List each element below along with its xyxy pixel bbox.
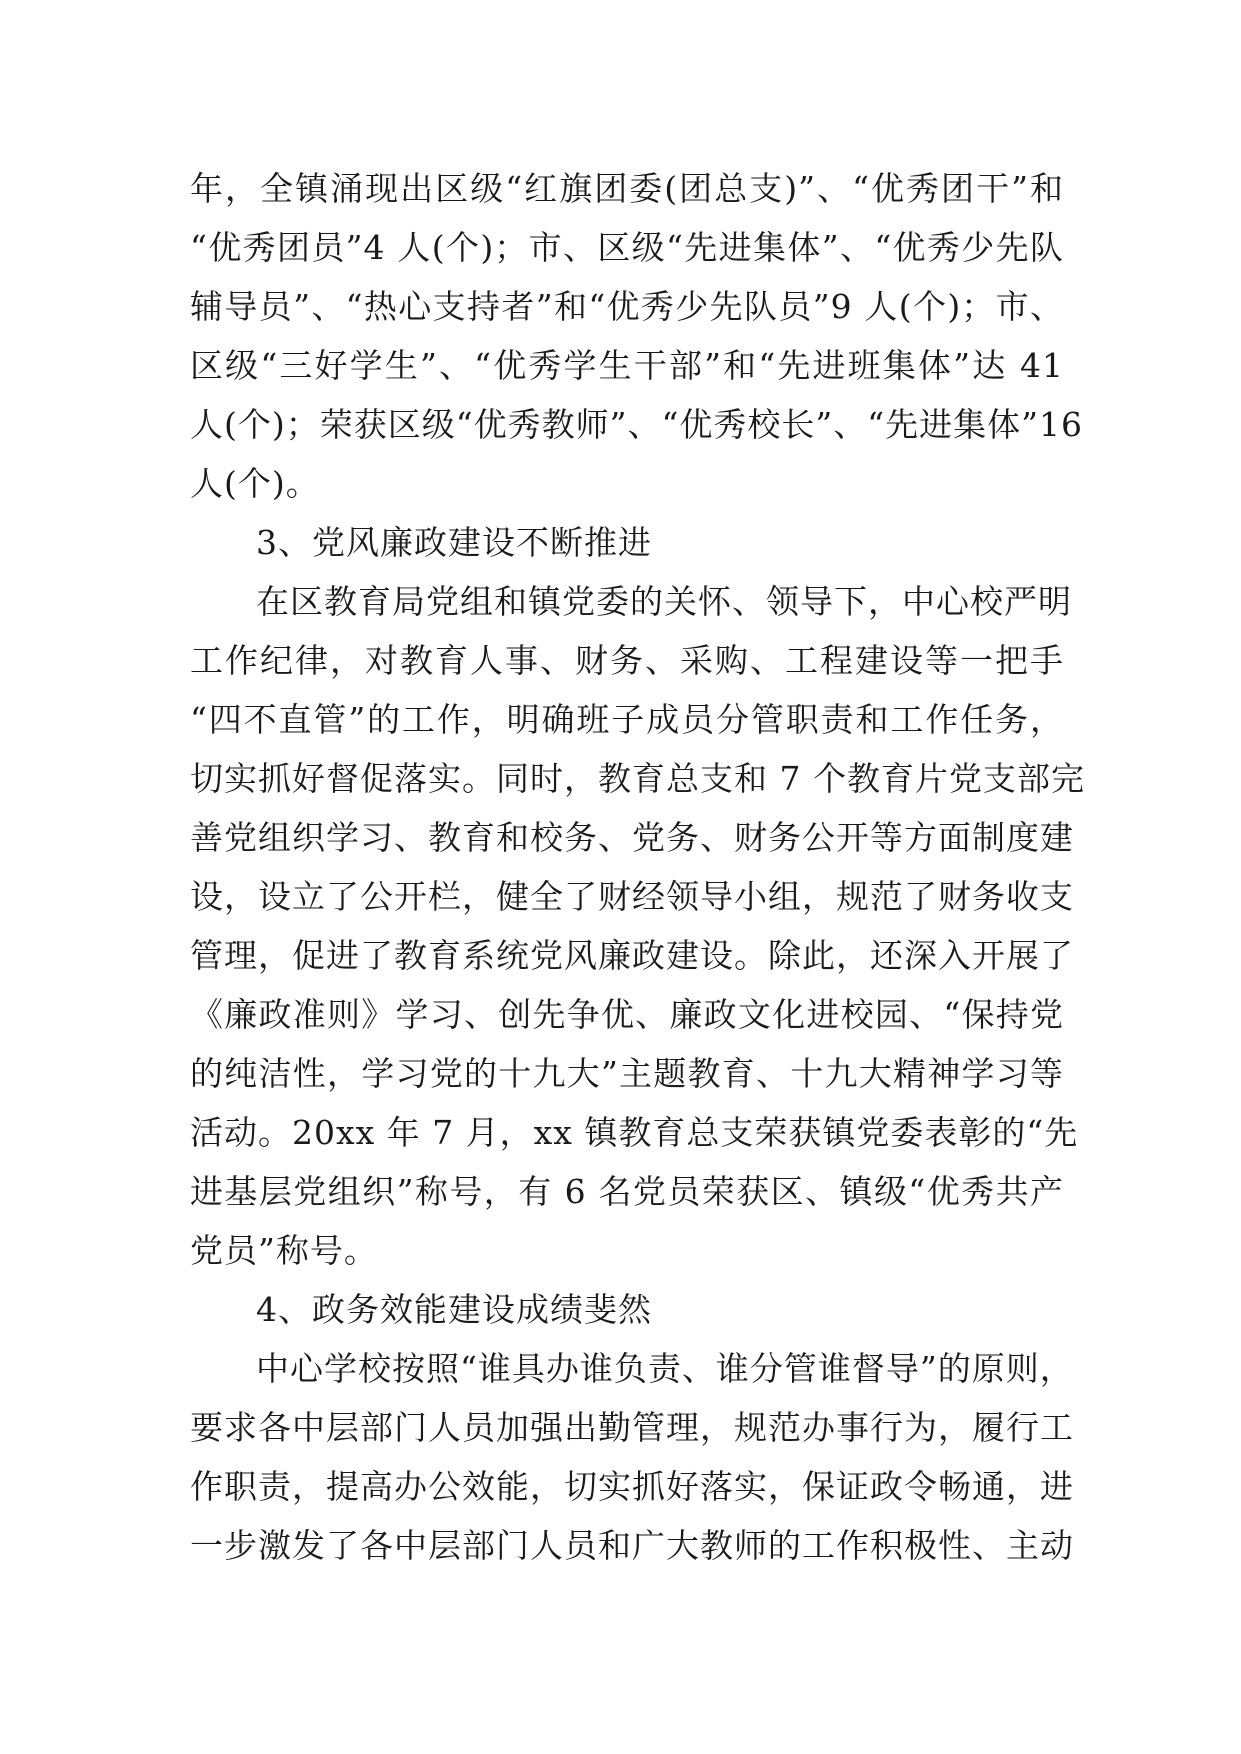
text-line: 活动。20xx 年 7 月，xx 镇教育总支荣获镇党委表彰的“先 [190, 1113, 1079, 1152]
text-line: 《廉政准则》学习、创先争优、廉政文化进校园、“保持党 [190, 995, 1064, 1034]
text-line: 管理，促进了教育系统党风廉政建设。除此，还深入开展了 [190, 936, 1074, 975]
text-line: 在区教育局党组和镇党委的关怀、领导下，中心校严明 [256, 582, 1072, 621]
text-line: 辅导员”、“热心支持者”和“优秀少先队员”9 人(个)；市、 [190, 287, 1064, 326]
text-line: 年，全镇涌现出区级“红旗团委(团总支)”、“优秀团干”和 [190, 169, 1064, 208]
text-line: 一步激发了各中层部门人员和广大教师的工作积极性、主动 [190, 1526, 1074, 1565]
paragraph-continuation [190, 159, 1083, 513]
text-line: 党员”称号。 [190, 1231, 378, 1270]
text-line: 人(个)；荣获区级“优秀教师”、“优秀校长”、“先进集体”16 [190, 405, 1083, 444]
text-line: 设，设立了公开栏，健全了财经领导小组，规范了财务收支 [190, 877, 1074, 916]
text-line: 作职责，提高办公效能，切实抓好落实，保证政令畅通，进 [190, 1467, 1074, 1506]
document-body [190, 159, 1085, 1575]
text-line: 人(个)。 [190, 464, 320, 503]
text-line: “优秀团员”4 人(个)；市、区级“先进集体”、“优秀少先队 [190, 228, 1064, 267]
paragraph-government-efficiency [190, 1339, 1074, 1575]
text-line: 善党组织学习、教育和校务、党务、财务公开等方面制度建 [190, 818, 1074, 857]
section-heading-4: 4、政务效能建设成绩斐然 [256, 1290, 652, 1329]
text-line: 要求各中层部门人员加强出勤管理，规范办事行为，履行工 [190, 1408, 1074, 1447]
section-heading-3: 3、党风廉政建设不断推进 [256, 523, 652, 562]
text-line: 的纯洁性，学习党的十九大”主题教育、十九大精神学习等 [190, 1054, 1064, 1093]
text-line: 工作纪律，对教育人事、财务、采购、工程建设等一把手 [190, 641, 1064, 680]
text-line: “四不直管”的工作，明确班子成员分管职责和工作任务， [190, 700, 1064, 739]
paragraph-party-conduct [190, 572, 1085, 1280]
text-line: 进基层党组织”称号，有 6 名党员荣获区、镇级“优秀共产 [190, 1172, 1064, 1211]
text-line: 区级“三好学生”、“优秀学生干部”和“先进班集体”达 41 [190, 346, 1064, 385]
text-line: 切实抓好督促落实。同时，教育总支和 7 个教育片党支部完 [190, 759, 1085, 798]
text-line: 中心学校按照“谁具办谁负责、谁分管谁督导”的原则， [256, 1349, 1074, 1388]
